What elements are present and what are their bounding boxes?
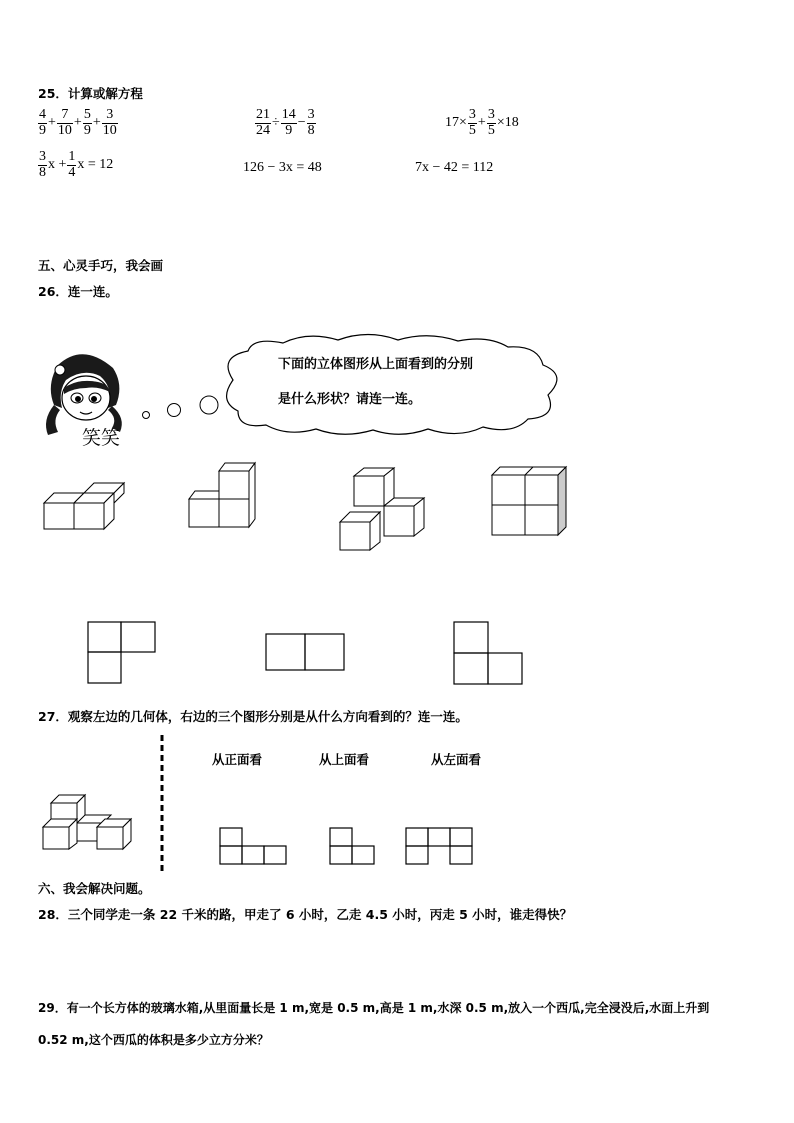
thought-bubble — [138, 335, 598, 435]
label-left-view: 从左面看 — [431, 752, 482, 767]
q25-expression-3: 17× $\frac{3}{5}$ + $\frac{3}{5}$ ×18 — [445, 107, 519, 138]
view-shape-1 — [220, 828, 288, 866]
top-view-shape-1 — [88, 622, 158, 684]
girl-caption: 笑笑 — [82, 427, 121, 449]
q27-title: 27．观察左边的几何体，右边的三个图形分别是从什么方向看到的？连一连。 — [38, 709, 468, 724]
q27-solid-figure — [43, 793, 143, 853]
q25-expression-2: $\frac{21}{24}$ ÷ $\frac{14}{9}$ − $\frac{3}{8}$ — [256, 107, 315, 138]
q25-equation-2: 126 − 3x = 48 — [243, 160, 322, 175]
top-view-shape-2 — [266, 634, 346, 672]
q29-text-line-2: 0.52 m,这个西瓜的体积是多少立方分米？ — [38, 1033, 269, 1047]
bubble-text-line-2: 是什么形状？请连一连。 — [278, 392, 422, 407]
q26-title: 26．连一连。 — [38, 284, 118, 299]
q25-title: 25．计算或解方程 — [38, 86, 143, 101]
q25-equation-3: 7x − 42 = 112 — [415, 160, 494, 175]
q25-expression-1: $\frac{4}{9}$ + $\frac{7}{10}$ + $\frac{5}{9}$ + $\frac{3}{10}$ — [39, 107, 117, 138]
view-shape-3 — [406, 828, 474, 866]
top-view-shape-3 — [454, 622, 526, 686]
label-front-view: 从正面看 — [212, 752, 263, 767]
solid-figure-4 — [492, 465, 572, 540]
solid-figure-1 — [44, 475, 134, 535]
vertical-dashed-divider — [158, 735, 166, 875]
label-top-view: 从上面看 — [319, 752, 370, 767]
solid-figure-2 — [189, 455, 269, 535]
solid-figure-3 — [340, 466, 430, 556]
q25-equation-1: $\frac{3}{8}$ x + $\frac{1}{4}$ x = 12 — [39, 149, 114, 180]
q29-text-line-1: 29．有一个长方体的玻璃水箱,从里面量长是 1 m,宽是 0.5 m,高是 1 m,水深 0.5 m,放入一个西瓜,完全浸没后,水面上升到 — [38, 1001, 710, 1015]
section-6-heading: 六、我会解决问题。 — [38, 881, 151, 896]
bubble-text-line-1: 下面的立体图形从上面看到的分别 — [278, 357, 474, 372]
view-shape-2 — [330, 828, 376, 866]
q28-text: 28．三个同学走一条 22 千米的路，甲走了 6 小时，乙走 4.5 小时，丙走 5 小时，谁走得快？ — [38, 907, 573, 922]
section-5-heading: 五、心灵手巧，我会画 — [38, 258, 164, 273]
